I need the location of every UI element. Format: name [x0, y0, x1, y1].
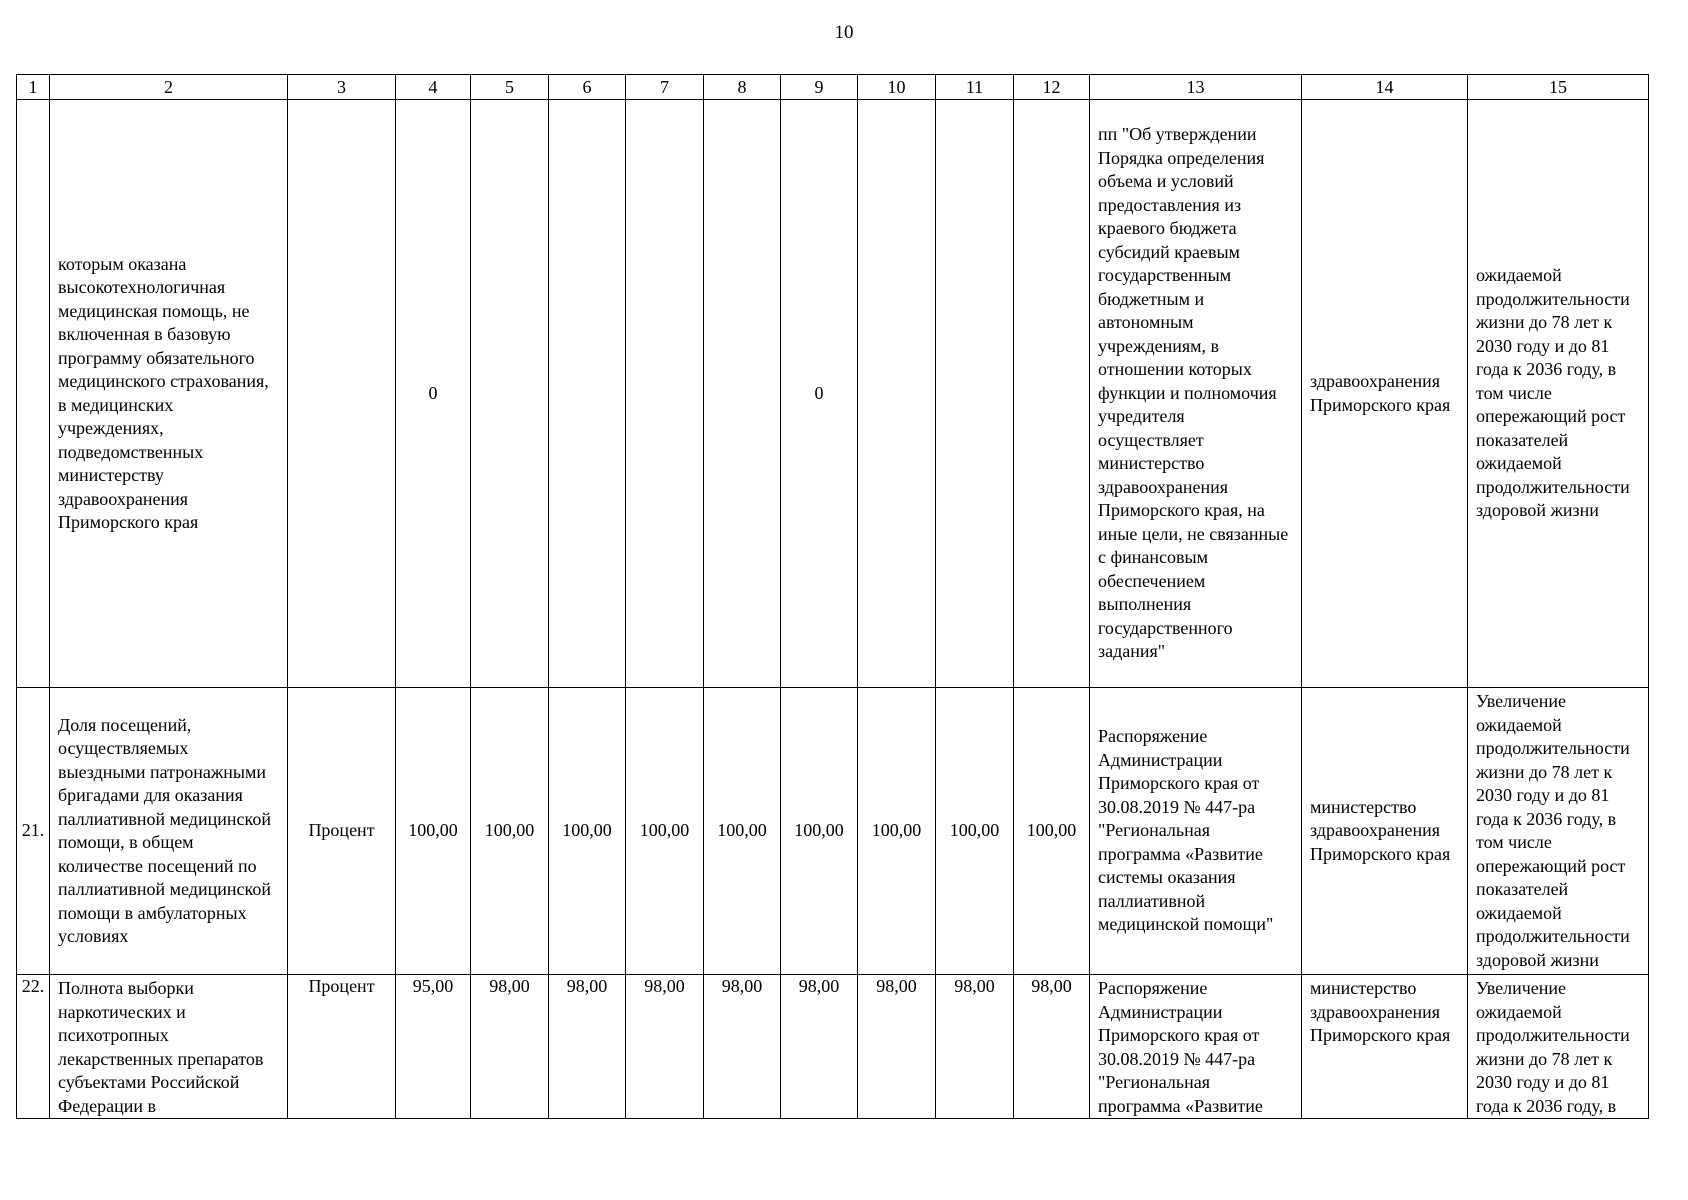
legal-document: пп "Об утверждении Порядка определения объема и условий предоставления из краевого бюджета субсидий краевым государственным бюджетным и автономным учреждениям, в отношении которых функции и полномочия учредителя осуществляет министерство здравоохранения Приморского края, на иные цели, не связанные с финансовым обеспечением выполнения государственного задания"	[1090, 100, 1302, 688]
column-header: 10	[858, 75, 936, 100]
value-cell	[704, 100, 781, 688]
indicators-table	[16, 74, 1649, 1119]
column-header: 13	[1090, 75, 1302, 100]
column-header-row	[17, 75, 1649, 100]
column-header: 14	[1302, 75, 1468, 100]
value-cell: 100,00	[549, 688, 626, 975]
column-header: 12	[1014, 75, 1090, 100]
column-header: 9	[781, 75, 858, 100]
column-header: 11	[936, 75, 1014, 100]
value-cell	[936, 100, 1014, 688]
value-cell	[626, 100, 704, 688]
page-number: 10	[834, 22, 854, 43]
table-row	[17, 975, 1649, 1119]
value-cell: 98,00	[781, 975, 858, 1119]
unit: Процент	[288, 688, 396, 975]
national-goal: ожидаемой продолжительности жизни до 78 лет к 2030 году и до 81 года к 2036 году, в том числе опережающий рост показателей ожидаемой продолжительности здоровой жизни	[1468, 100, 1649, 688]
indicator-name: которым оказана высокотехнологичная медицинская помощь, не включенная в базовую программу обязательного медицинского страхования, в медицинских учреждениях, подведомственных министерству здравоохранения Приморского края	[50, 100, 288, 688]
value-cell: 0	[396, 100, 471, 688]
value-cell: 98,00	[1014, 975, 1090, 1119]
table-row	[17, 688, 1649, 975]
value-cell: 0	[781, 100, 858, 688]
indicator-name: Полнота выборки наркотических и психотропных лекарственных препаратов субъектами Российской Федерации в	[50, 975, 288, 1119]
column-header: 2	[50, 75, 288, 100]
indicator-name: Доля посещений, осуществляемых выездными патронажными бригадами для оказания паллиативной медицинской помощи, в общем количестве посещений по паллиативной медицинской помощи в амбулаторных условиях	[50, 688, 288, 975]
legal-document: Распоряжение Администрации Приморского края от 30.08.2019 № 447-ра "Региональная программа «Развитие системы оказания паллиативной медицинской помощи"	[1090, 688, 1302, 975]
value-cell: 100,00	[781, 688, 858, 975]
row-number	[17, 100, 50, 688]
value-cell	[471, 100, 549, 688]
value-cell: 100,00	[704, 688, 781, 975]
value-cell: 100,00	[396, 688, 471, 975]
value-cell: 98,00	[858, 975, 936, 1119]
column-header: 4	[396, 75, 471, 100]
column-header: 8	[704, 75, 781, 100]
value-cell: 100,00	[936, 688, 1014, 975]
responsible-body: здравоохранения Приморского края	[1302, 100, 1468, 688]
responsible-body: министерство здравоохранения Приморского края	[1302, 688, 1468, 975]
responsible-body: министерство здравоохранения Приморского края	[1302, 975, 1468, 1119]
value-cell	[549, 100, 626, 688]
table-row	[17, 100, 1649, 688]
column-header: 6	[549, 75, 626, 100]
column-header: 3	[288, 75, 396, 100]
column-header: 7	[626, 75, 704, 100]
legal-document: Распоряжение Администрации Приморского края от 30.08.2019 № 447-ра "Региональная программа «Развитие	[1090, 975, 1302, 1119]
row-number: 22.	[17, 975, 50, 1119]
national-goal: Увеличение ожидаемой продолжительности жизни до 78 лет к 2030 году и до 81 года к 2036 году, в том числе опережающий рост показателей ожидаемой продолжительности здоровой жизни	[1468, 688, 1649, 975]
value-cell: 98,00	[549, 975, 626, 1119]
value-cell: 98,00	[704, 975, 781, 1119]
column-header: 15	[1468, 75, 1649, 100]
value-cell: 100,00	[471, 688, 549, 975]
value-cell: 100,00	[858, 688, 936, 975]
value-cell: 98,00	[471, 975, 549, 1119]
value-cell: 100,00	[626, 688, 704, 975]
row-number: 21.	[17, 688, 50, 975]
national-goal: Увеличение ожидаемой продолжительности жизни до 78 лет к 2030 году и до 81 года к 2036 году, в	[1468, 975, 1649, 1119]
value-cell	[1014, 100, 1090, 688]
column-header: 5	[471, 75, 549, 100]
value-cell: 95,00	[396, 975, 471, 1119]
unit	[288, 100, 396, 688]
value-cell: 98,00	[936, 975, 1014, 1119]
value-cell: 98,00	[626, 975, 704, 1119]
value-cell	[858, 100, 936, 688]
value-cell: 100,00	[1014, 688, 1090, 975]
column-header: 1	[17, 75, 50, 100]
unit: Процент	[288, 975, 396, 1119]
